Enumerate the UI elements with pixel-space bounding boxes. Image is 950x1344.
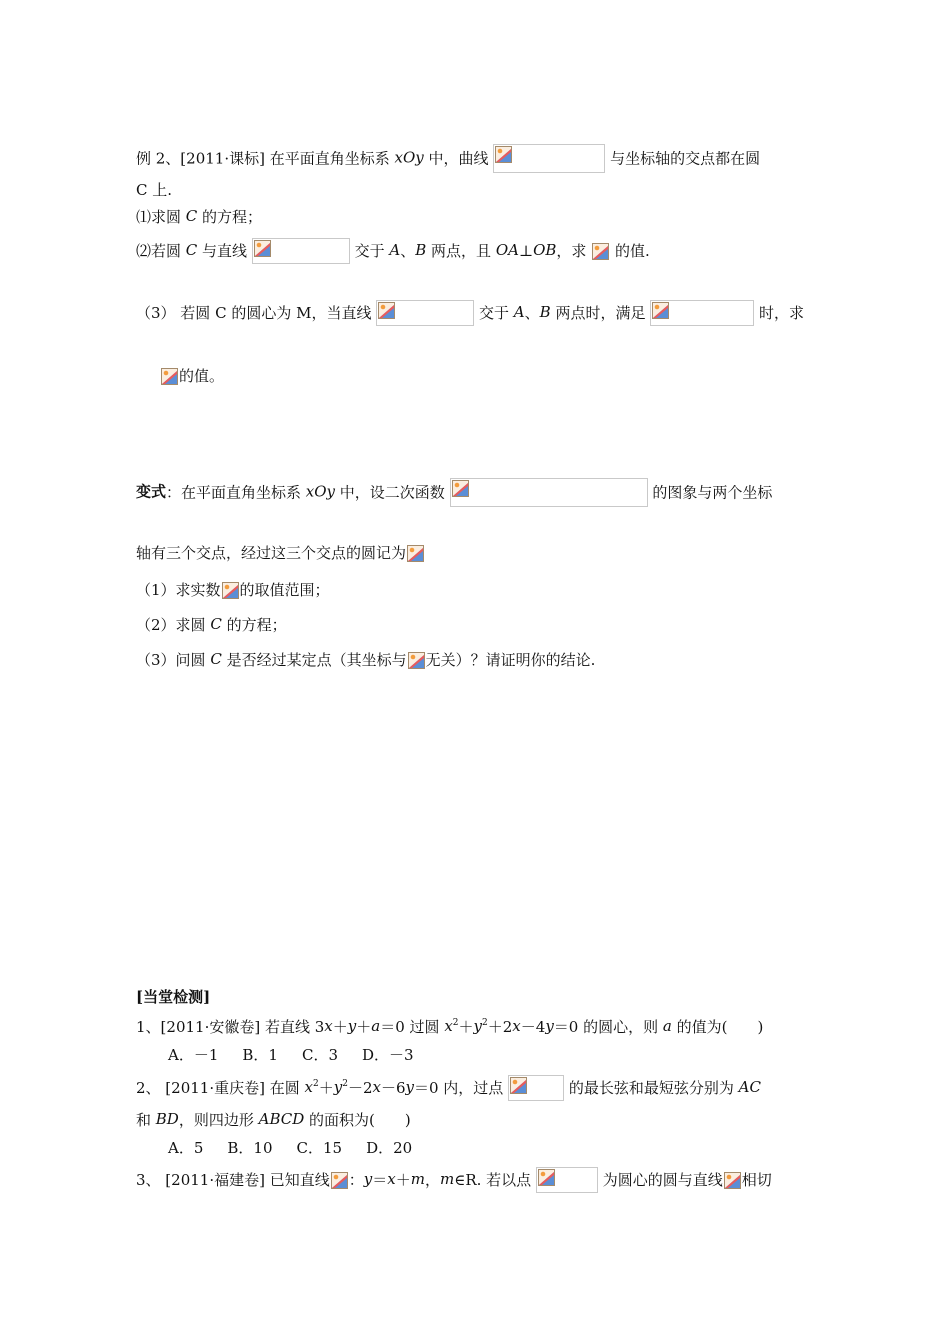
text: ＝0 过圆 <box>380 1018 445 1036</box>
text: C 上. <box>136 181 173 199</box>
example2-part3 <box>136 300 804 322</box>
variant-line2 <box>136 541 425 563</box>
option-b: B．1 <box>242 1046 278 1064</box>
text: 的面积为( ) <box>304 1111 411 1129</box>
text: －4 <box>520 1018 546 1036</box>
variant-q2 <box>136 613 287 635</box>
text: ⊥ <box>518 242 534 260</box>
variant-label: 变式 <box>136 482 167 501</box>
text: （1）求实数 <box>136 581 221 599</box>
broken-image-icon <box>452 480 469 497</box>
option-a: A．5 <box>168 1139 204 1157</box>
var: y <box>405 1078 414 1096</box>
var: y <box>363 1170 373 1188</box>
formula-image <box>591 242 610 261</box>
text: ＋ <box>332 1018 348 1036</box>
text: 的方程； <box>197 208 263 226</box>
text: ＝ <box>372 1171 388 1189</box>
var: y <box>545 1017 554 1035</box>
text: 是否经过某定点（其坐标与 <box>221 651 407 669</box>
var: xOy <box>305 482 336 501</box>
text: －6 <box>380 1079 406 1097</box>
text: 、 <box>400 242 416 260</box>
broken-image-icon <box>652 302 669 319</box>
var: xOy <box>394 148 424 167</box>
text: 中，设二次函数 <box>335 483 445 502</box>
quiz-q3 <box>136 1167 772 1189</box>
option-c: C．3 <box>301 1046 338 1064</box>
formula-image <box>407 651 426 670</box>
text: 中，曲线 <box>423 149 489 168</box>
var: A <box>389 241 401 259</box>
text: 、 <box>524 304 540 322</box>
text: ⑵若圆 <box>136 242 186 260</box>
quiz-q2 <box>136 1075 761 1097</box>
broken-image-icon <box>407 545 424 562</box>
text: ：在平面直角坐标系 <box>166 483 306 502</box>
text: 交于 <box>354 242 390 260</box>
option-c: C．15 <box>296 1139 343 1157</box>
broken-image-icon <box>222 582 239 599</box>
var: C <box>210 650 222 668</box>
text: 的图象与两个坐标 <box>652 483 773 502</box>
example2-part3-cont <box>160 364 224 386</box>
quiz-q1 <box>136 1015 763 1037</box>
var: y <box>347 1017 357 1035</box>
var: y <box>473 1017 483 1035</box>
text: 为圆心的圆与直线 <box>602 1171 723 1189</box>
text: 与坐标轴的交点都在圆 <box>610 149 761 168</box>
text: 例 2、[2011·课标] 在平面直角坐标系 <box>136 149 395 168</box>
example2-part1 <box>136 205 262 227</box>
option-d: D．20 <box>366 1139 413 1157</box>
var: AC <box>738 1078 761 1096</box>
text: 2、 [2011·重庆卷] 在圆 <box>136 1079 305 1097</box>
text: －2 <box>347 1079 373 1097</box>
formula-image <box>650 300 754 326</box>
exponent: 2 <box>482 1018 488 1028</box>
var: ABCD <box>258 1110 305 1128</box>
broken-image-icon <box>254 240 271 257</box>
var: x <box>512 1017 521 1035</box>
var: x <box>387 1170 396 1188</box>
text: 两点，且 <box>426 242 496 260</box>
quiz-q2-options <box>168 1136 436 1158</box>
text: 与直线 <box>197 242 248 260</box>
var: x <box>372 1078 381 1096</box>
exponent: 2 <box>342 1079 348 1089</box>
exponent: 2 <box>312 1079 319 1089</box>
broken-image-icon <box>538 1169 555 1186</box>
text: ＋ <box>458 1018 474 1036</box>
text: 两点时，满足 <box>550 304 646 322</box>
var: m <box>410 1170 425 1188</box>
broken-image-icon <box>331 1172 348 1189</box>
text: ＝0 内，过点 <box>413 1079 504 1097</box>
text: 的方程； <box>221 616 287 634</box>
text: 3、 [2011·福建卷] 已知直线 <box>136 1171 330 1189</box>
exponent: 2 <box>452 1018 459 1028</box>
formula-image <box>330 1171 349 1190</box>
var: x <box>304 1078 313 1096</box>
example2-part2 <box>136 238 650 260</box>
variant-q1 <box>136 578 330 600</box>
text: 时，求 <box>759 304 805 322</box>
text: ∈R. 若以点 <box>454 1171 532 1189</box>
var: BD <box>155 1110 179 1128</box>
text: 和 <box>136 1111 156 1129</box>
var: x <box>444 1017 453 1035</box>
text: ： <box>348 1171 364 1189</box>
var: OA <box>495 241 519 259</box>
text: ， <box>424 1171 440 1189</box>
text: （3） 若圆 C 的圆心为 M，当直线 <box>136 304 372 322</box>
quiz-heading <box>136 986 210 1008</box>
var: A <box>513 303 525 321</box>
var: a <box>371 1017 381 1035</box>
broken-image-icon <box>592 243 609 260</box>
broken-image-icon <box>408 652 425 669</box>
text: 的值为( ) <box>671 1018 764 1036</box>
quiz-q1-options <box>168 1043 438 1065</box>
text: 的值. <box>614 242 650 260</box>
var: C <box>210 615 222 633</box>
var: C <box>185 241 198 259</box>
broken-image-icon <box>495 146 512 163</box>
broken-image-icon <box>510 1077 527 1094</box>
text: ＋ <box>395 1171 411 1189</box>
text: ⑴求圆 <box>136 208 186 226</box>
text: 交于 <box>479 304 514 322</box>
formula-image <box>221 581 240 600</box>
var: y <box>333 1078 343 1096</box>
var: OB <box>533 241 557 259</box>
var: B <box>415 241 427 259</box>
text: （3）问圆 <box>136 651 211 669</box>
broken-image-icon <box>724 1172 741 1189</box>
text: ＋2 <box>487 1018 513 1036</box>
formula-image <box>508 1075 564 1101</box>
text: ，求 <box>556 242 587 260</box>
formula-image <box>376 300 474 326</box>
text: 的最长弦和最短弦分别为 <box>568 1079 739 1097</box>
var: B <box>539 303 551 321</box>
option-b: B．10 <box>227 1139 273 1157</box>
text: 无关）？请证明你的结论. <box>425 651 596 669</box>
example2-line1 <box>136 144 760 166</box>
text: 的取值范围； <box>239 581 330 599</box>
text: ＝0 的圆心，则 <box>553 1018 663 1036</box>
formula-image <box>536 1167 598 1193</box>
quiz-q2-cont <box>136 1108 411 1130</box>
text: 轴有三个交点，经过这三个交点的圆记为 <box>136 544 407 562</box>
var: C <box>185 207 198 225</box>
formula-image <box>252 238 350 264</box>
text: ＋ <box>318 1079 334 1097</box>
formula-image <box>450 478 648 507</box>
formula-image <box>160 367 179 386</box>
text: 的值。 <box>179 367 225 385</box>
formula-image <box>406 544 425 563</box>
text: ＋ <box>356 1018 372 1036</box>
variant-q3 <box>136 648 595 670</box>
text: ，则四边形 <box>178 1111 259 1129</box>
var: x <box>324 1017 333 1035</box>
formula-image <box>723 1171 742 1190</box>
variant-line1 <box>136 478 772 500</box>
var: a <box>662 1017 672 1035</box>
text: （2）求圆 <box>136 616 211 634</box>
broken-image-icon <box>161 368 178 385</box>
option-d: D．－3 <box>362 1046 414 1064</box>
option-a: A．－1 <box>168 1046 219 1064</box>
formula-image <box>493 144 605 173</box>
example2-line2 <box>136 178 172 200</box>
var: m <box>439 1170 455 1188</box>
section-heading: [当堂检测] <box>136 988 211 1006</box>
text: 1、[2011·安徽卷] 若直线 3 <box>136 1018 325 1036</box>
text: 相切 <box>741 1171 772 1189</box>
broken-image-icon <box>378 302 395 319</box>
